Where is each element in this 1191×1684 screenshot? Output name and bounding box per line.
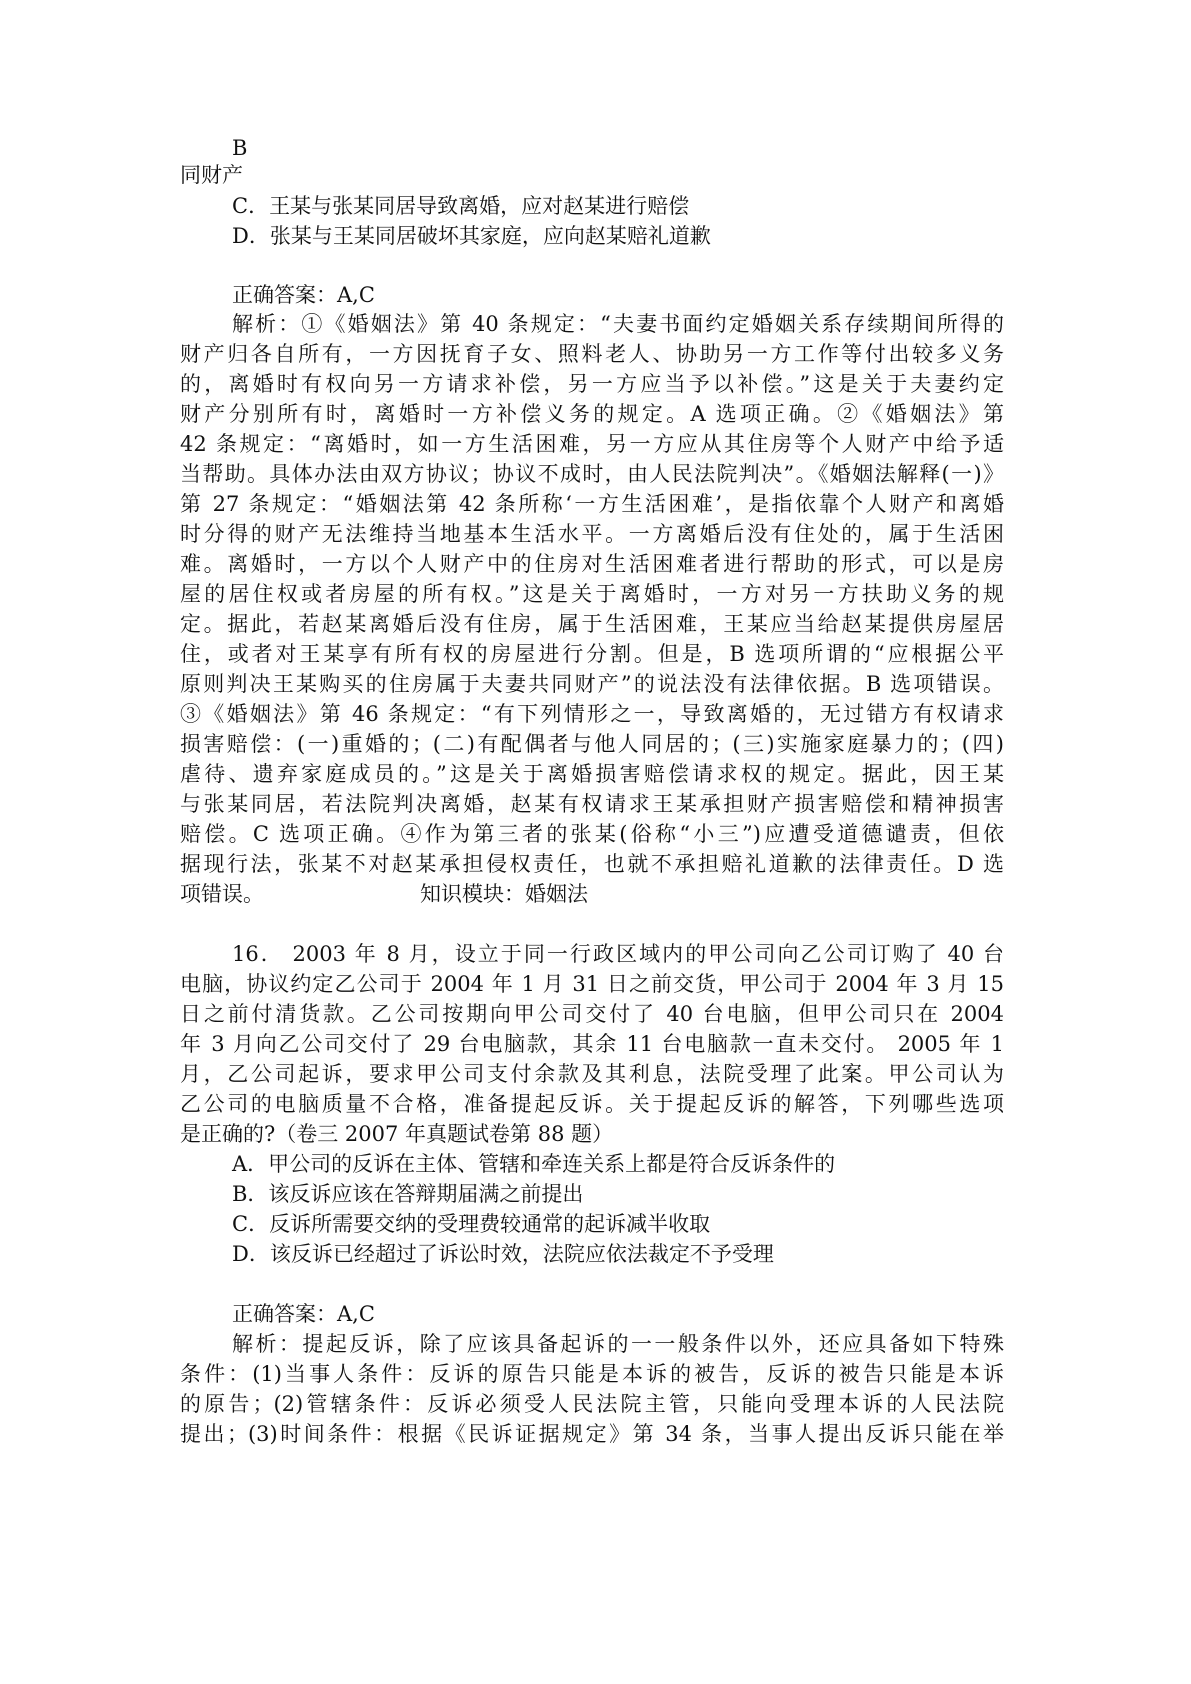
analysis-line: 据现行法，张某不对赵某承担侵权责任，也就不承担赔礼道歉的法律责任。D 选 xyxy=(180,852,1004,876)
analysis-line: 的，离婚时有权向另一方请求补偿，另一方应当予以补偿。”这是关于夫妻约定 xyxy=(180,372,1004,396)
fragment-letter: B xyxy=(232,136,248,160)
analysis-line: 赔偿。C 选项正确。④作为第三者的张某(俗称“小三”)应遭受道德谴责，但依 xyxy=(180,822,1004,846)
analysis-line: 解析：①《婚姻法》第 40 条规定：“夫妻书面约定婚姻关系存续期间所得的 xyxy=(232,312,1004,336)
answer: 正确答案：A,C xyxy=(232,1302,375,1326)
analysis-line: 原则判决王某购买的住房属于夫妻共同财产”的说法没有法律依据。B 选项错误。 xyxy=(180,672,1004,696)
option-b: B．该反诉应该在答辩期届满之前提出 xyxy=(232,1182,584,1206)
analysis-line: 当帮助。具体办法由双方协议；协议不成时，由人民法院判决”。《婚姻法解释(一)》 xyxy=(180,462,1004,486)
analysis-line: 42 条规定：“离婚时，如一方生活困难，另一方应从其住房等个人财产中给予适 xyxy=(180,432,1004,456)
question-stem-last: 是正确的?（卷三 2007 年真题试卷第 88 题） xyxy=(180,1122,614,1146)
analysis-line: 提出；(3)时间条件：根据《民诉证据规定》第 34 条，当事人提出反诉只能在举 xyxy=(180,1422,1004,1446)
fragment-text: 同财产 xyxy=(180,163,243,187)
analysis-line: 财产归各自所有，一方因抚育子女、照料老人、协助另一方工作等付出较多义务 xyxy=(180,342,1004,366)
question-stem-line: 日之前付清货款。乙公司按期向甲公司交付了 40 台电脑，但甲公司只在 2004 xyxy=(180,1002,1004,1026)
knowledge-module: 知识模块：婚姻法 xyxy=(420,882,588,906)
question-stem-line: 月，乙公司起诉，要求甲公司支付余款及其利息，法院受理了此案。甲公司认为 xyxy=(180,1062,1004,1086)
option-d: D．该反诉已经超过了诉讼时效，法院应依法裁定不予受理 xyxy=(232,1242,774,1266)
question-stem-line: 乙公司的电脑质量不合格，准备提起反诉。关于提起反诉的解答，下列哪些选项 xyxy=(180,1092,1004,1116)
analysis-line: ③《婚姻法》第 46 条规定：“有下列情形之一，导致离婚的，无过错方有权请求 xyxy=(180,702,1004,726)
analysis-line: 第 27 条规定：“婚姻法第 42 条所称‘一方生活困难’，是指依靠个人财产和离婚 xyxy=(180,492,1004,516)
analysis-line: 条件：(1)当事人条件：反诉的原告只能是本诉的被告，反诉的被告只能是本诉 xyxy=(180,1362,1004,1386)
analysis-line: 屋的居住权或者房屋的所有权。”这是关于离婚时，一方对另一方扶助义务的规 xyxy=(180,582,1004,606)
analysis-line: 时分得的财产无法维持当地基本生活水平。一方离婚后没有住处的，属于生活困 xyxy=(180,522,1004,546)
analysis-line: 虐待、遗弃家庭成员的。”这是关于离婚损害赔偿请求权的规定。据此，因王某 xyxy=(180,762,1004,786)
analysis-line: 解析：提起反诉，除了应该具备起诉的一一般条件以外，还应具备如下特殊 xyxy=(232,1332,1004,1356)
analysis-line: 与张某同居，若法院判决离婚，赵某有权请求王某承担财产损害赔偿和精神损害 xyxy=(180,792,1004,816)
option-c: C．王某与张某同居导致离婚，应对赵某进行赔偿 xyxy=(232,194,690,218)
question-stem-line: 年 3 月向乙公司交付了 29 台电脑款，其余 11 台电脑款一直未交付。 2005 年 1 xyxy=(180,1032,1004,1056)
analysis-line: 损害赔偿：(一)重婚的；(二)有配偶者与他人同居的；(三)实施家庭暴力的；(四) xyxy=(180,732,1004,756)
answer: 正确答案：A,C xyxy=(232,283,375,307)
option-a: A．甲公司的反诉在主体、管辖和牵连关系上都是符合反诉条件的 xyxy=(232,1152,836,1176)
question-stem-line: 电脑，协议约定乙公司于 2004 年 1 月 31 日之前交货，甲公司于 2004 年 3 月 15 xyxy=(180,972,1004,996)
option-c: C．反诉所需要交纳的受理费较通常的起诉减半收取 xyxy=(232,1212,711,1236)
analysis-line: 的原告；(2)管辖条件：反诉必须受人民法院主管，只能向受理本诉的人民法院 xyxy=(180,1392,1004,1416)
analysis-line: 定。据此，若赵某离婚后没有住房，属于生活困难，王某应当给赵某提供房屋居 xyxy=(180,612,1004,636)
analysis-line: 住，或者对王某享有所有权的房屋进行分割。但是，B 选项所谓的“应根据公平 xyxy=(180,642,1004,666)
analysis-line: 财产分别所有时，离婚时一方补偿义务的规定。A 选项正确。②《婚姻法》第 xyxy=(180,402,1004,426)
analysis-line: 难。离婚时，一方以个人财产中的住房对生活困难者进行帮助的形式，可以是房 xyxy=(180,552,1004,576)
question-stem-line: 16． 2003 年 8 月，设立于同一行政区域内的甲公司向乙公司订购了 40 台 xyxy=(232,942,1005,966)
analysis-last-line: 项错误。 xyxy=(180,882,264,906)
option-d: D．张某与王某同居破坏其家庭，应向赵某赔礼道歉 xyxy=(232,224,711,248)
